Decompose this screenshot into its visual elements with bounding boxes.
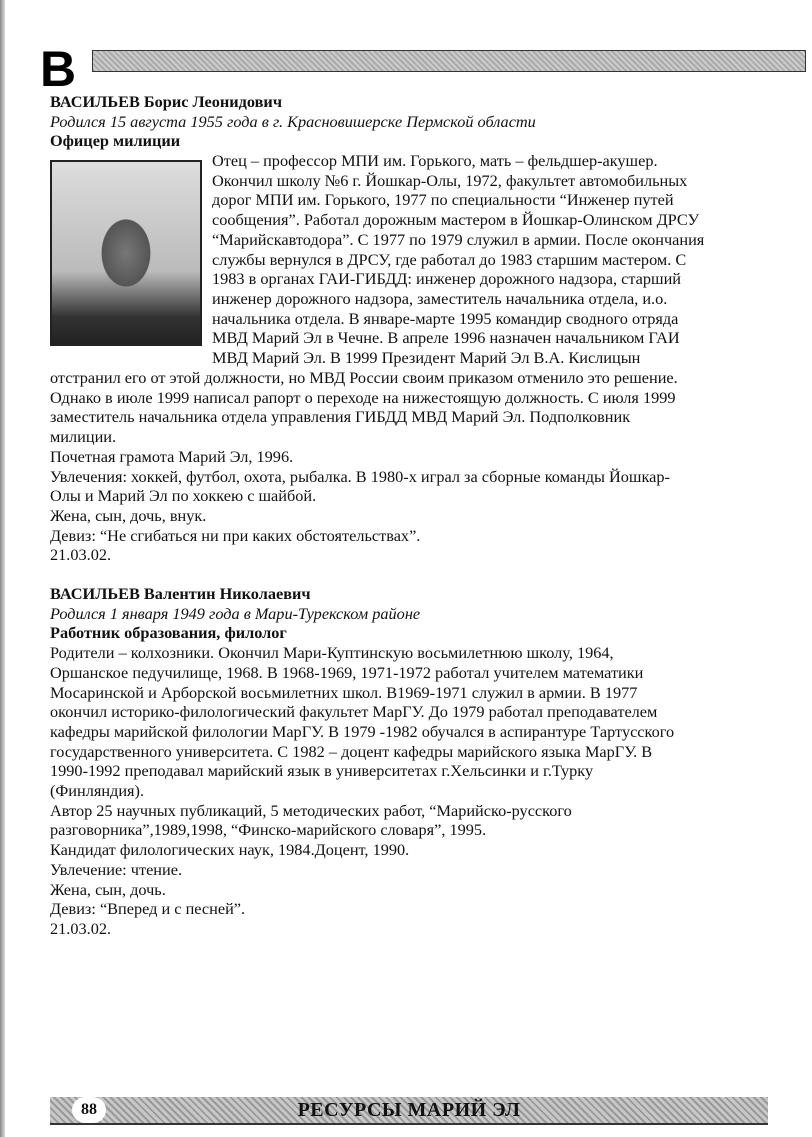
page-footer (50, 1097, 768, 1125)
text-line: (Финляндия). (50, 781, 145, 801)
page-number: 88 (72, 1097, 106, 1123)
bio-body-1 (50, 368, 780, 565)
text-line: “Марийскавтодора”. С 1977 по 1979 служил в армии. После окончания (212, 229, 705, 249)
text-line: Олы и Марий Эл по хоккею с шайбой. (50, 486, 317, 506)
text-line: Мосаринской и Арборской восьмилетних школ. В1969-1971 служил в армии. В 1977 (50, 682, 638, 702)
entry-profession: Работник образования, филолог (50, 623, 287, 643)
text-line: 21.03.02. (50, 545, 112, 565)
text-line: Девиз: “Вперед и с песней”. (50, 899, 246, 919)
text-line: Увлечение: чтение. (50, 859, 183, 879)
footer-title: РЕСУРСЫ МАРИЙ ЭЛ (297, 1099, 521, 1121)
text-line: Жена, сын, дочь. (50, 879, 166, 899)
text-line: Девиз: “Не сгибаться ни при каких обстоятельствах”. (50, 525, 421, 545)
text-line: окончил историко-филологический факультет МарГУ. До 1979 работал преподавателем (50, 702, 658, 722)
text-line: МВД Марий Эл. В 1999 Президент Марий Эл В.А. Кислицын (212, 348, 641, 368)
text-line: инженер дорожного надзора, заместитель начальника отдела, и.о. (212, 288, 668, 308)
text-line: начальника отдела. В январе-марте 1995 командир сводного отряда (212, 308, 679, 328)
text-line: Однако в июле 1999 написал рапорт о переходе на нижестоящую должность. С июля 1999 (50, 387, 676, 407)
text-line: Кандидат филологических наук, 1984.Доцент, 1990. (50, 840, 410, 860)
portrait-photo (50, 160, 202, 346)
text-line: отстранил его от этой должности, но МВД России своим приказом отменило это решение. (50, 368, 678, 387)
text-line: Автор 25 научных публикаций, 5 методических работ, “Марийско-русского (50, 800, 572, 820)
entry-1 (50, 92, 780, 151)
text-line: Родители – колхозники. Окончил Мари-Куптинскую восьмилетнюю школу, 1964, (50, 643, 614, 663)
entry-birth: Родился 1 января 1949 года в Мари-Турекском районе (50, 603, 421, 623)
bio-body-2 (50, 643, 780, 939)
text-line: заместитель начальника отдела управления ГИБДД МВД Марий Эл. Подполковник (50, 407, 631, 427)
bio-beside-photo (212, 151, 704, 368)
text-line: 21.03.02. (50, 918, 112, 938)
text-line: сообщения”. Работал дорожным мастером в Йошкар-Олинском ДРСУ (212, 210, 700, 230)
section-header-bar (92, 50, 806, 72)
text-line: Жена, сын, дочь, внук. (50, 505, 207, 525)
entry-profession: Офицер милиции (50, 131, 181, 151)
text-line: службы вернулся в ДРСУ, где работал до 1983 старшим мастером. С (212, 249, 687, 269)
entry-birth: Родился 15 августа 1955 года в г. Красновишерске Пермской области (50, 111, 536, 131)
text-line: 1990-1992 преподавал марийский язык в университетах г.Хельсинки и г.Турку (50, 761, 594, 781)
text-line: милиции. (50, 427, 117, 447)
section-letter: В (40, 41, 77, 97)
text-line: МВД Марий Эл в Чечне. В апреле 1996 назначен начальником ГАИ (212, 328, 680, 348)
entry-name: ВАСИЛЬЕВ Борис Леонидович (50, 92, 282, 111)
entry-name: ВАСИЛЬЕВ Валентин Николаевич (50, 584, 311, 603)
text-line: Почетная грамота Марий Эл, 1996. (50, 446, 294, 466)
text-line: Увлечения: хоккей, футбол, охота, рыбалка. В 1980-х играл за сборные команды Йошкар- (50, 466, 670, 486)
text-line: дорог МПИ им. Горького, 1977 по специальности “Инженер путей (212, 190, 674, 210)
text-line: Отец – профессор МПИ им. Горького, мать – фельдшер-акушер. (212, 151, 658, 170)
text-line: разговорника”,1989,1998, “Финско-марийского словаря”, 1995. (50, 820, 487, 840)
text-line: кафедры марийской филологии МарГУ. В 1979 -1982 обучался в аспирантуре Тартусского (50, 721, 675, 741)
text-line: Окончил школу №6 г. Йошкар-Олы, 1972, факультет автомобильных (212, 170, 688, 190)
text-line: 1983 в органах ГАИ-ГИБДД: инженер дорожного надзора, старший (212, 269, 682, 289)
entry-2 (50, 584, 780, 939)
scan-edge (0, 0, 5, 1137)
text-line: государственного университета. С 1982 – доцент кафедры марийского языка МарГУ. В (50, 741, 653, 761)
text-line: Оршанское педучилище, 1968. В 1968-1969, 1971-1972 работал учителем математики (50, 662, 644, 682)
